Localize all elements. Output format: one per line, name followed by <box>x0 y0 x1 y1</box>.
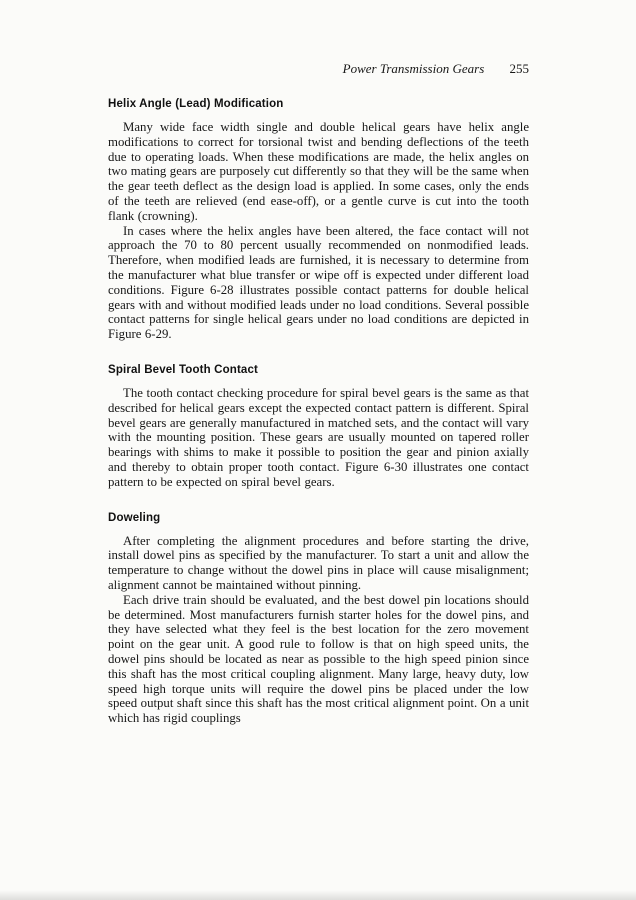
page-number: 255 <box>509 61 529 76</box>
paragraph: After completing the alignment procedures and before starting the drive, install dowel pins as specified by the manufacturer. To start a unit and allow the temperature to change without the dowel pins in place will cause misalignment; alignment cannot be maintained without pinning. <box>108 533 529 592</box>
section-heading-helix-angle: Helix Angle (Lead) Modification <box>108 98 284 110</box>
page-header <box>108 62 529 76</box>
running-title: Power Transmission Gears <box>342 61 485 76</box>
paragraph: In cases where the helix angles have been altered, the face contact will not approach the 70 to 80 percent usually recommended on nonmodified leads. Therefore, when modified leads are furnished, it is necessary to determine from the manufacturer what blue transfer or wipe off is expected under different load conditions. Figure 6-28 illustrates possible contact patterns for double helical gears with and without modified leads under no load conditions. Several possible contact patterns for single helical gears under no load conditions are depicted in Figure 6-29. <box>108 223 529 342</box>
text-column <box>108 62 529 726</box>
section-heading-spiral-bevel: Spiral Bevel Tooth Contact <box>108 363 259 376</box>
section-heading-doweling: Doweling <box>108 511 161 524</box>
section-helix-angle-lead-modification <box>108 98 529 342</box>
paragraph: Many wide face width single and double helical gears have helix angle modifications to correct for torsional twist and bending deflections of the teeth due to operating loads. When these modifications are made, the helix angles on two mating gears are purposely cut differently so that they will be the same when the gear teeth deflect as the design load is applied. In some cases, only the ends of the teeth are relieved (end ease-off), or a gentle curve is cut into the tooth flank (crowning). <box>108 120 529 223</box>
page-bottom-scan-shadow <box>0 890 636 900</box>
paragraph: Each drive train should be evaluated, and the best dowel pin locations should be determined. Most manufacturers furnish starter holes for the dowel pins, and they have selected what they feel is the best location for the zero movement point on the gear unit. A good rule to follow is that on high speed units, the dowel pins should be located as near as possible to the high speed pinion since this shaft has the most critical coupling alignment. Many large, heavy duty, low speed high torque units will require the dowel pins be placed under the low speed output shaft since this shaft has the most critical alignment point. On a unit which has rigid couplings <box>108 592 529 726</box>
section-doweling <box>108 512 529 726</box>
section-spiral-bevel-tooth-contact <box>108 364 529 490</box>
paragraph: The tooth contact checking procedure for spiral bevel gears is the same as that described for helical gears except the expected contact pattern is different. Spiral bevel gears are generally manufactured in matched sets, and the contact will vary with the mounting position. These gears are usually mounted on tapered roller bearings with shims to make it possible to position the gear and pinion axially and thereby to obtain proper tooth contact. Figure 6-30 illustrates one contact pattern to be expected on spiral bevel gears. <box>108 385 529 489</box>
